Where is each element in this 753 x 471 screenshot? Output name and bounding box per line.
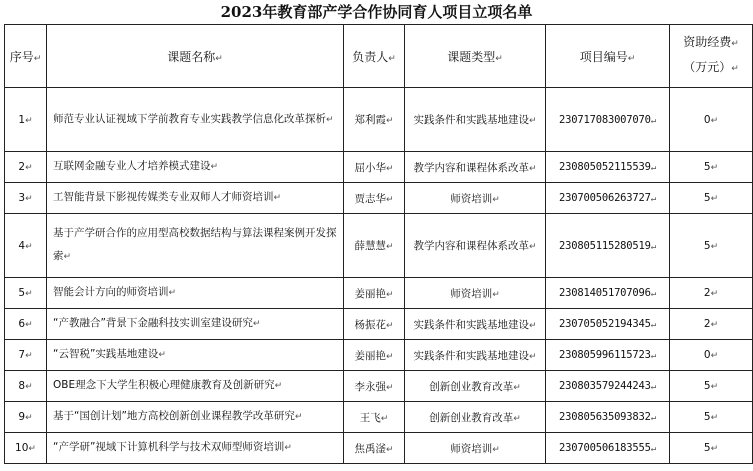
cell-type: 创新创业教育改革↵ [405,402,546,433]
cell-name: 基于产学研合作的应用型高校数据结构与算法课程案例开发探索↵ [47,214,344,278]
para-mark: ↵ [25,320,33,330]
cell-name: 基于“国创计划”地方高校创新创业课程教学改革研究↵ [47,402,344,433]
para-mark: ↵ [710,320,719,330]
para-mark: ↵ [385,163,394,174]
table-row [5,340,753,371]
cell-code: 230805996115723↵ [546,340,670,371]
cell-no: 1↵ [5,88,47,152]
para-mark: ↵ [710,194,719,204]
cell-no: 10↵ [5,433,47,464]
cell-fund: 2↵ [670,309,753,340]
para-mark: ↵ [385,289,394,300]
cell-name: “产教融合”背景下金融科技实训室建设研究↵ [47,309,344,340]
table-row [5,214,753,278]
para-mark: ↵ [650,115,657,126]
table-row [5,183,753,214]
para-mark: ↵ [731,64,739,74]
cell-no: 9↵ [5,402,47,433]
para-mark: ↵ [385,382,394,393]
cell-no: 7↵ [5,340,47,371]
para-mark: ↵ [25,413,33,423]
cell-code: 230717083007070↵ [546,88,670,152]
para-mark: ↵ [731,39,739,49]
para-mark: ↵ [627,53,636,64]
header-owner: 负责人↵ [344,25,405,88]
para-mark: ↵ [385,242,394,252]
cell-type: 师资培训↵ [405,183,546,214]
cell-name: “产学研”视域下计算机科学与技术双师型师资培训↵ [47,433,344,464]
cell-type: 创新创业教育改革↵ [405,371,546,402]
cell-code: 230805115280519↵ [546,214,670,278]
para-mark: ↵ [710,241,719,252]
para-mark: ↵ [710,444,719,454]
para-mark: ↵ [650,320,657,330]
cell-owner: 王飞↵ [344,402,405,433]
cell-type: 实践条件和实践基地建设↵ [405,340,546,371]
para-mark: ↵ [385,116,394,126]
para-mark: ↵ [28,444,36,454]
cell-no: 3↵ [5,183,47,214]
para-mark: ↵ [710,351,719,361]
cell-owner: 贾志华↵ [344,183,405,214]
cell-no: 6↵ [5,309,47,340]
cell-owner: 杨振花↵ [344,309,405,340]
cell-no: 5↵ [5,278,47,309]
table-row [5,402,753,433]
page-title: 2023年教育部产学合作协同育人项目立项名单 [220,3,533,21]
cell-fund: 2↵ [670,278,753,309]
para-mark: ↵ [650,351,657,361]
para-mark: ↵ [385,194,394,205]
cell-code: 230803579244243↵ [546,371,670,402]
para-mark: ↵ [650,382,657,392]
cell-type: 实践条件和实践基地建设↵ [405,309,546,340]
cell-owner: 郑利霞↵ [344,88,405,152]
cell-code: 230700506183555↵ [546,433,670,464]
para-mark: ↵ [25,163,33,173]
para-mark: ↵ [710,382,719,392]
cell-owner: 李永强↵ [344,371,405,402]
para-mark: ↵ [492,444,500,455]
para-mark: ↵ [492,289,500,300]
para-mark: ↵ [710,289,719,299]
para-mark: ↵ [528,320,537,331]
cell-type: 教学内容和课程体系改革↵ [405,152,546,183]
para-mark: ↵ [492,194,500,205]
cell-name: “云智税”实践基地建设↵ [47,340,344,371]
cell-name: 智能会计方向的师资培训↵ [47,278,344,309]
cell-fund: 5↵ [670,402,753,433]
para-mark: ↵ [168,288,177,298]
para-mark: ↵ [513,413,521,424]
cell-code: 230805052115539↵ [546,152,670,183]
para-mark: ↵ [25,289,33,299]
para-mark: ↵ [388,53,396,64]
header-name: 课题名称↵ [47,25,344,88]
cell-owner: 屈小华↵ [344,152,405,183]
cell-type: 师资培训↵ [405,278,546,309]
table-row [5,433,753,464]
table-header-row [5,25,753,88]
para-mark: ↵ [33,53,42,64]
para-mark: ↵ [528,163,537,174]
para-mark: ↵ [25,194,33,204]
header-type: 课题类型↵ [405,25,546,88]
para-mark: ↵ [25,115,33,126]
cell-owner: 姜丽艳↵ [344,340,405,371]
para-mark: ↵ [385,351,394,362]
cell-fund: 5↵ [670,371,753,402]
para-mark: ↵ [650,289,657,299]
para-mark: ↵ [650,241,657,252]
cell-owner: 焦禹滏↵ [344,433,405,464]
table-row [5,88,753,152]
para-mark: ↵ [650,413,657,423]
para-mark: ↵ [274,381,283,391]
cell-type: 教学内容和课程体系改革↵ [405,214,546,278]
para-mark: ↵ [25,382,33,392]
para-mark: ↵ [252,319,261,329]
para-mark: ↵ [385,320,394,331]
para-mark: ↵ [528,242,537,252]
cell-type: 师资培训↵ [405,433,546,464]
para-mark: ↵ [528,116,537,126]
para-mark: ↵ [326,114,334,125]
cell-fund: 5↵ [670,152,753,183]
cell-name: 工智能背景下影视传媒类专业双师人才师资培训↵ [47,183,344,214]
para-mark: ↵ [284,443,292,453]
para-mark: ↵ [63,252,72,262]
para-mark: ↵ [158,350,166,360]
para-mark: ↵ [385,444,394,455]
cell-owner: 姜丽艳↵ [344,278,405,309]
para-mark: ↵ [513,382,521,393]
para-mark: ↵ [215,53,223,64]
para-mark: ↵ [273,193,282,203]
cell-fund: 0↵ [670,340,753,371]
para-mark: ↵ [210,162,219,172]
para-mark: ↵ [650,444,657,454]
para-mark: ↵ [650,194,657,204]
cell-fund: 0↵ [670,88,753,152]
cell-code: 230700506263727↵ [546,183,670,214]
para-mark: ↵ [710,115,719,126]
cell-fund: 5↵ [670,433,753,464]
cell-code: 230814051707096↵ [546,278,670,309]
cell-type: 实践条件和实践基地建设↵ [405,88,546,152]
cell-owner: 薛慧慧↵ [344,214,405,278]
cell-code: 230705052194345↵ [546,309,670,340]
header-code: 项目编号↵ [546,25,670,88]
cell-no: 2↵ [5,152,47,183]
table-row [5,152,753,183]
cell-fund: 5↵ [670,214,753,278]
cell-code: 230805635093832↵ [546,402,670,433]
para-mark: ↵ [25,241,33,252]
cell-name: OBE理念下大学生积极心理健康教育及创新研究↵ [47,371,344,402]
table-row [5,371,753,402]
cell-name: 互联网金融专业人才培养模式建设↵ [47,152,344,183]
para-mark: ↵ [528,351,537,362]
cell-no: 4↵ [5,214,47,278]
project-table [4,24,753,464]
para-mark: ↵ [710,413,719,423]
para-mark: ↵ [650,163,657,173]
header-fund: 资助经费↵ （万元）↵ [670,25,753,88]
para-mark: ↵ [380,413,389,424]
cell-no: 8↵ [5,371,47,402]
header-no: 序号↵ [5,25,47,88]
table-row [5,309,753,340]
para-mark: ↵ [710,163,719,173]
para-mark: ↵ [495,53,503,64]
para-mark: ↵ [25,351,33,361]
table-row [5,278,753,309]
cell-name: 师范专业认证视域下学前教育专业实践教学信息化改革探析↵ [47,88,344,152]
cell-fund: 5↵ [670,183,753,214]
para-mark: ↵ [294,412,303,422]
